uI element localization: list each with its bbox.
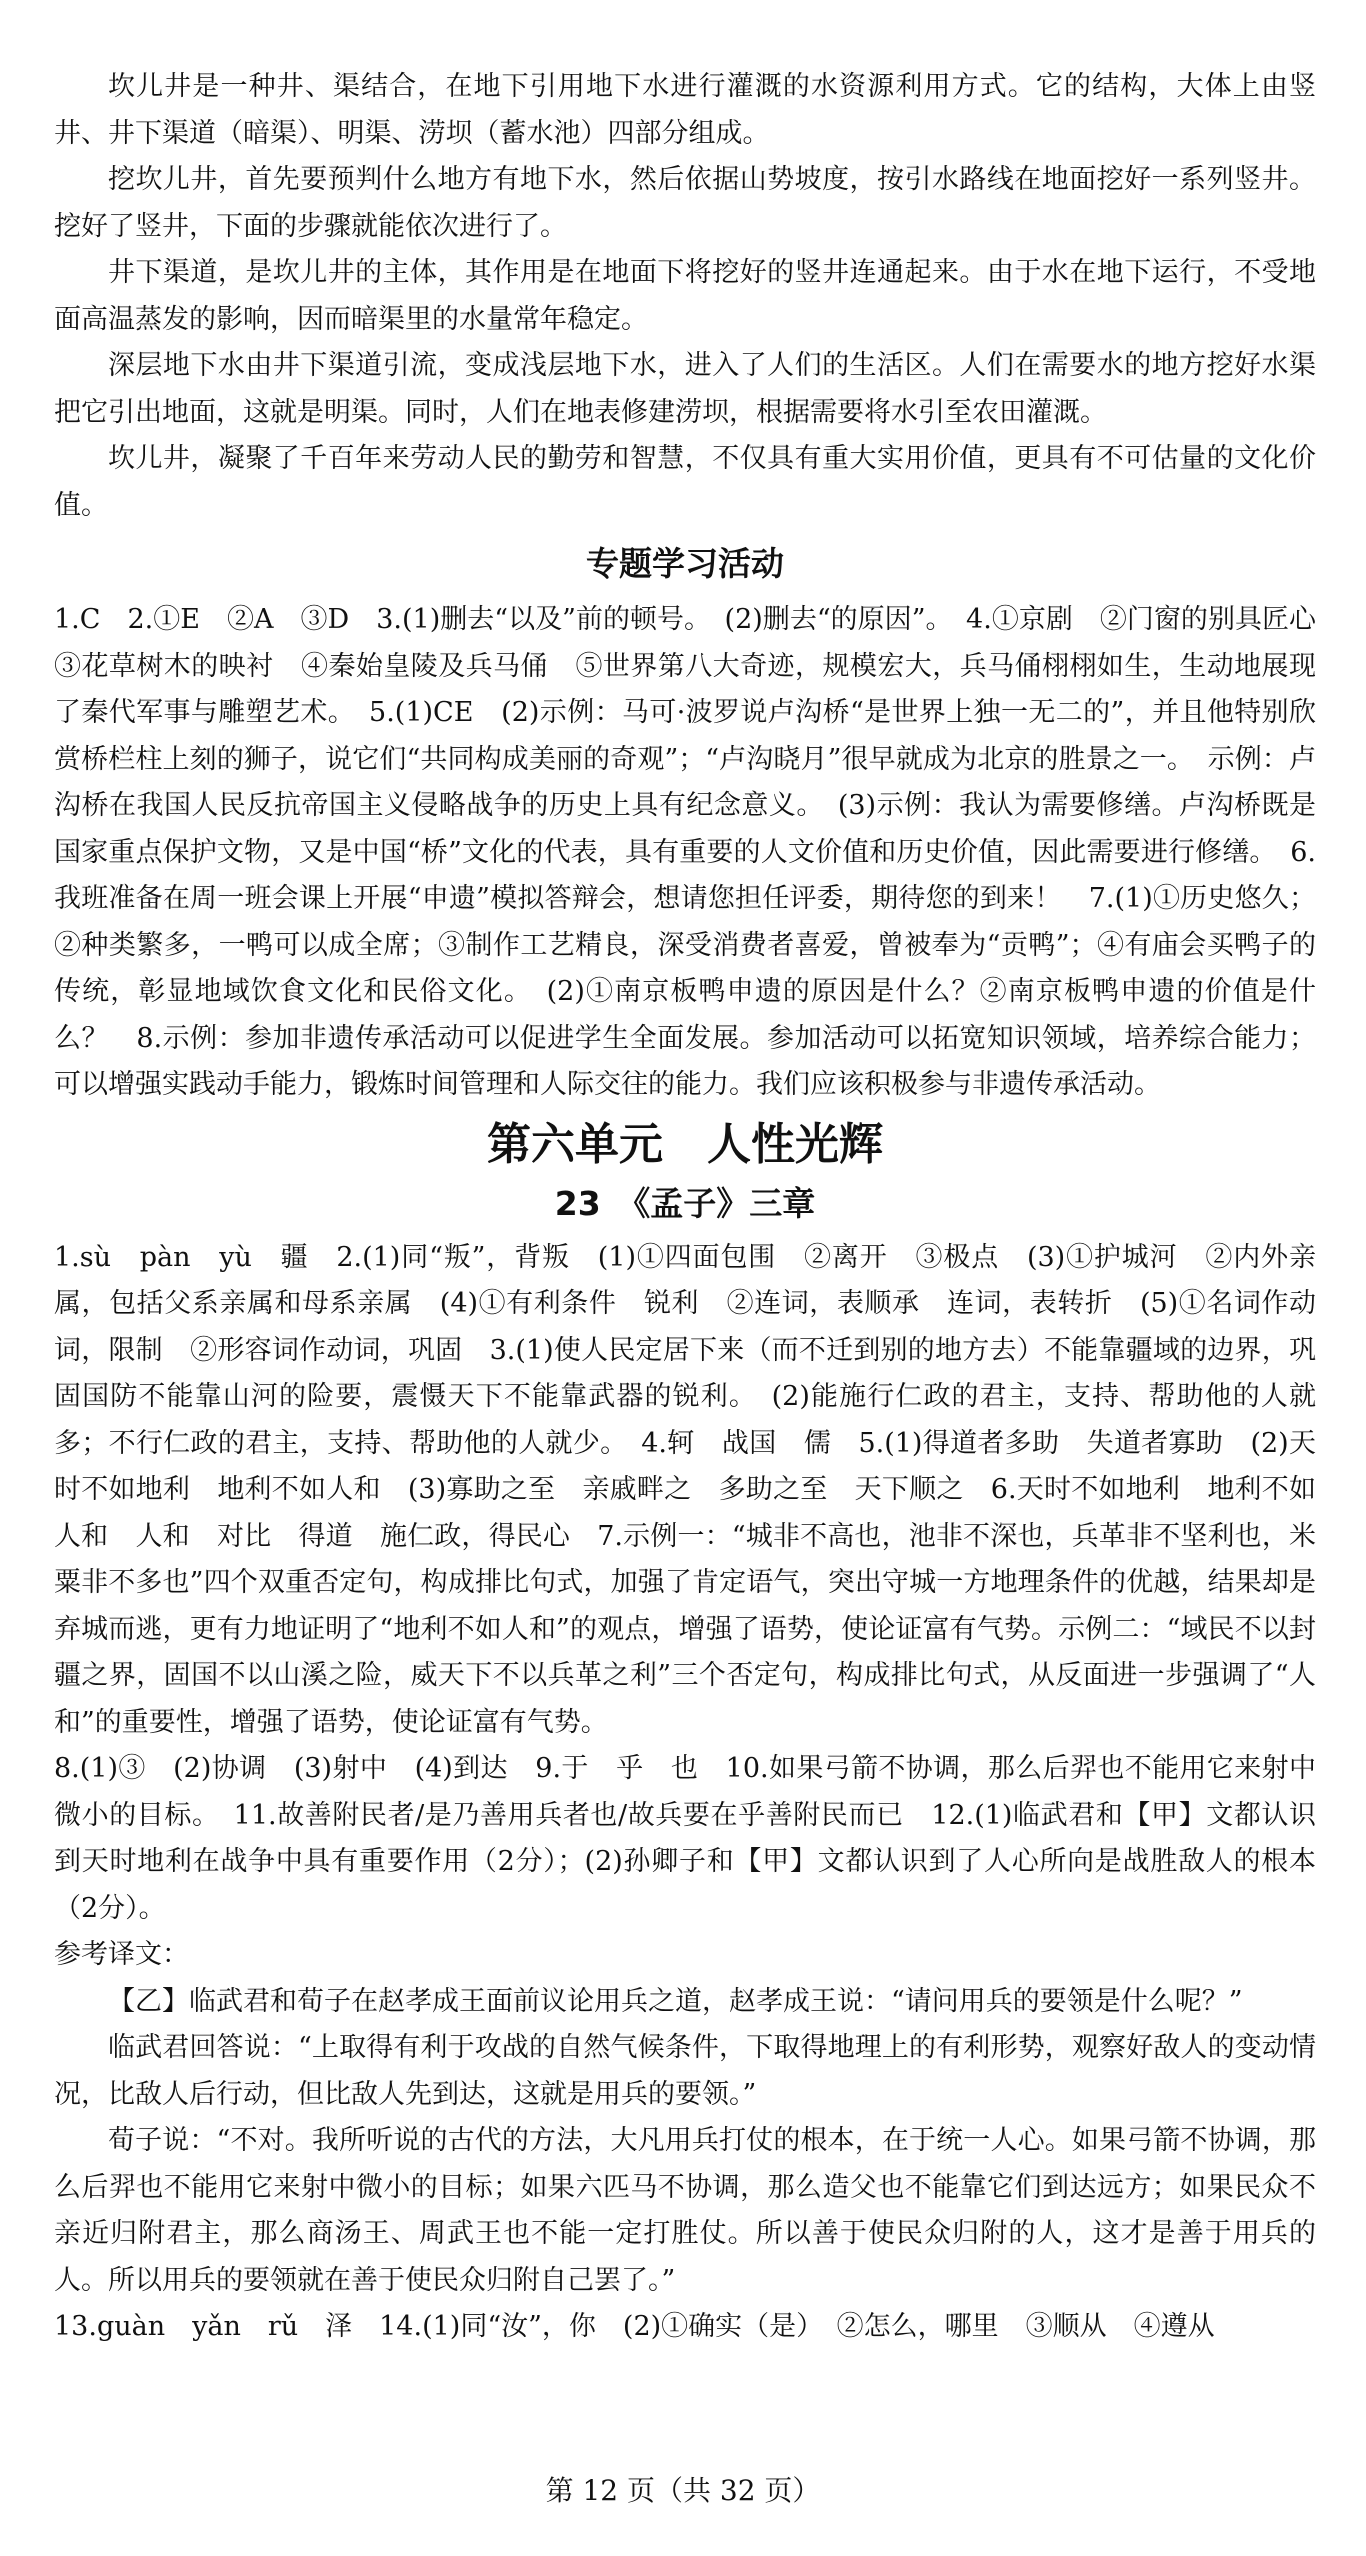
translation-paragraph: 临武君回答说：“上取得有利于攻战的自然气候条件，下取得地理上的有利形势，观察好敌人的变动情况，比敌人后行动，但比敌人先到达，这就是用兵的要领。” [54,2032,1316,2110]
lesson-answers: 1.sù pàn yù 疆 2.(1)同“叛”，背叛 (1)①四面包围 ②离开 ③极点 (3)①护城河 ②内外亲属，包括父系亲属和母系亲属 (4)①有利条件 锐利 ②连词，表顺承 连词，表转折 (5)①名词作动词，限制 ②形容词作动词，巩固 3.(1)使人民定居下来（而不迁到别的地方去）不能靠疆域的边界，巩固国防不能靠山河的险要，震慑天下不能靠武器的锐利。 (2)能施行仁政的君主，支持、帮助他的人就多；不行仁政的君主，支持、帮助他的人就少。 4.轲 战国 儒 5.(1)得道者多助 失道者寡助 (2)天时不如地利 地利不如人和 (3)寡助之至 亲戚畔之 多助之至 天下顺之 6.天时不如地利 地利不如人和 人和 对比 得道 施仁政，得民心 7.示例一：“城非不高也，池非不深也，兵革非不坚利也，米粟非不多也”四个双重否定句，构成排比句式，加强了肯定语气，突出守城一方地理条件的优越，结果却是弃城而逃，更有力地证明了“地利不如人和”的观点，增强了语势，使论证富有气势。示例二：“域民不以封疆之界，固国不以山溪之险，威天下不以兵革之利”三个否定句，构成排比句式，从反面进一步强调了“人和”的重要性，增强了语势，使论证富有气势。 [54,1241,1316,1738]
unit-heading: 第六单元 人性光辉 [487,1118,883,1170]
translation-label: 参考译文： [54,1939,189,1970]
intro-paragraph: 井下渠道，是坎儿井的主体，其作用是在地面下将挖好的竖井连通起来。由于水在地下运行，不受地面高温蒸发的影响，因而暗渠里的水量常年稳定。 [54,257,1316,335]
intro-paragraph: 坎儿井，凝聚了千百年来劳动人民的勤劳和智慧，不仅具有重大实用价值，更具有不可估量的文化价值。 [54,443,1316,521]
intro-paragraph: 深层地下水由井下渠道引流，变成浅层地下水，进入了人们的生活区。人们在需要水的地方挖好水渠把它引出地面，这就是明渠。同时，人们在地表修建涝坝，根据需要将水引至农田灌溉。 [54,350,1316,428]
page-number: 第 12 页（共 32 页） [545,2474,821,2507]
section-heading-activity: 专题学习活动 [586,544,784,583]
lesson-answers-final: 13.guàn yǎn rǔ 泽 14.(1)同“汝”，你 (2)①确实（是） ②怎么，哪里 ③顺从 ④遵从 [54,2311,1215,2342]
activity-answers: 1.C 2.①E ②A ③D 3.(1)删去“以及”前的顿号。 (2)删去“的原因”。 4.①京剧 ②门窗的别具匠心 ③花草树木的映衬 ④秦始皇陵及兵马俑 ⑤世界第八大奇迹，规模宏大，兵马俑栩栩如生，生动地展现了秦代军事与雕塑艺术。 5.(1)CE (2)示例：马可·波罗说卢沟桥“是世界上独一无二的”，并且他特别欣赏桥栏柱上刻的狮子，说它们“共同构成美丽的奇观”；“卢沟晓月”很早就成为北京的胜景之一。 示例：卢沟桥在我国人民反抗帝国主义侵略战争的历史上具有纪念意义。 (3)示例：我认为需要修缮。卢沟桥既是国家重点保护文物，又是中国“桥”文化的代表，具有重要的人文价值和历史价值，因此需要进行修缮。 6.我班准备在周一班会课上开展“申遗”模拟答辩会，想请您担任评委，期待您的到来！ 7.(1)①历史悠久；②种类繁多，一鸭可以成全席；③制作工艺精良，深受消费者喜爱，曾被奉为“贡鸭”；④有庙会买鸭子的传统，彰显地域饮食文化和民俗文化。 (2)①南京板鸭申遗的原因是什么？②南京板鸭申遗的价值是什么？ 8.示例：参加非遗传承活动可以促进学生全面发展。参加活动可以拓宽知识领域，培养综合能力；可以增强实践动手能力，锻炼时间管理和人际交往的能力。我们应该积极参与非遗传承活动。 [54,604,1343,1100]
page-content [54,64,1343,2351]
intro-paragraph: 挖坎儿井，首先要预判什么地方有地下水，然后依据山势坡度，按引水路线在地面挖好一系列竖井。挖好了竖井，下面的步骤就能依次进行了。 [54,164,1316,242]
translation-paragraph: 荀子说：“不对。我所听说的古代的方法，大凡用兵打仗的根本，在于统一人心。如果弓箭不协调，那么后羿也不能用它来射中微小的目标；如果六匹马不协调，那么造父也不能靠它们到达远方；如果民众不亲近归附君主，那么商汤王、周武王也不能一定打胜仗。所以善于使民众归附的人，这才是善于用兵的人。所以用兵的要领就在善于使民众归附自己罢了。” [54,2125,1316,2296]
lesson-heading: 23 《孟子》三章 [554,1183,816,1223]
intro-paragraph: 坎儿井是一种井、渠结合，在地下引用地下水进行灌溉的水资源利用方式。它的结构，大体上由竖井、井下渠道（暗渠）、明渠、涝坝（蓄水池）四部分组成。 [54,71,1316,149]
translation-paragraph: 【乙】临武君和荀子在赵孝成王面前议论用兵之道，赵孝成王说：“请问用兵的要领是什么呢？” [108,1985,1243,2017]
lesson-answers-continued: 8.(1)③ (2)协调 (3)射中 (4)到达 9.于 乎 也 10.如果弓箭不协调，那么后羿也不能用它来射中微小的目标。 11.故善附民者/是乃善用兵者也/故兵要在乎善附民而已 12.(1)临武君和【甲】文都认识到天时地利在战争中具有重要作用（2分）；(2)孙卿子和【甲】文都认识到了人心所向是战胜敌人的根本（2分）。 [54,1753,1316,1924]
